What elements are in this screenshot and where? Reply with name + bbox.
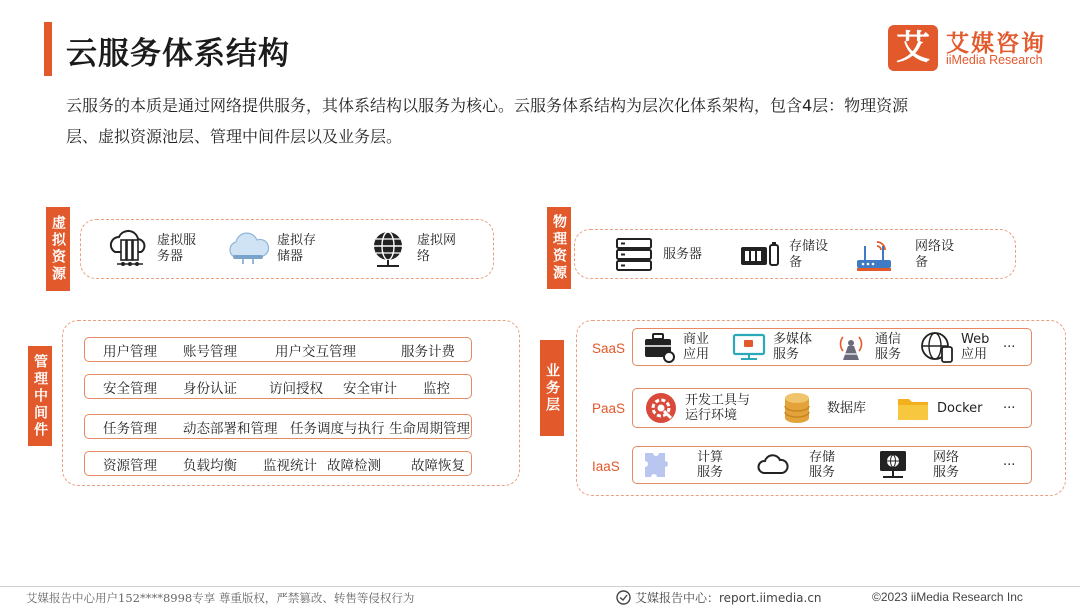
compute-label: 计算服务 (697, 450, 724, 480)
management-cell: 生命周期管理 (389, 420, 470, 437)
management-cell: 负载均衡 (183, 457, 237, 474)
business-app-item (641, 329, 713, 365)
physical-server-item (611, 232, 711, 278)
compute-item (637, 447, 727, 483)
virtual-storage-label: 虚拟存储器 (277, 233, 317, 264)
title-accent-bar (44, 22, 52, 76)
router-icon (851, 232, 897, 278)
multimedia-label: 多媒体服务 (773, 332, 813, 362)
briefcase-icon (641, 329, 677, 365)
footer-copyright-notice: 艾媒报告中心用户152****8998专享 尊重版权，严禁篡改、转售等侵权行为 (26, 591, 415, 605)
physical-server-label: 服务器 (663, 247, 703, 262)
management-cell: 安全审计 (343, 380, 397, 397)
database-icon (779, 390, 815, 426)
logo-chinese-name: 艾媒咨询 (946, 31, 1046, 57)
storage-service-label: 存储服务 (809, 450, 836, 480)
gear-icon (643, 390, 679, 426)
management-cell: 动态部署和管理 (183, 420, 278, 437)
iaas-row (632, 446, 1032, 484)
saas-tag: SaaS (592, 341, 626, 356)
footer-copyright: ©2023 iiMedia Research Inc (872, 590, 1023, 604)
paas-more: ··· (1003, 400, 1016, 416)
storage-service-item (755, 447, 839, 483)
iaas-tag: IaaS (592, 459, 620, 474)
report-center-icon (616, 590, 631, 605)
management-row-resource (84, 451, 472, 476)
communication-label: 通信服务 (875, 332, 902, 362)
management-cell: 用户管理 (103, 343, 157, 360)
virtual-resources-tab: 虚拟资源 (46, 207, 70, 291)
signal-tower-icon (833, 329, 869, 365)
virtual-network-label: 虚拟网络 (417, 233, 457, 264)
virtual-resources-box (80, 219, 494, 279)
physical-resources-box (574, 229, 1016, 279)
cloud-icon (755, 447, 791, 483)
management-cell: 安全管理 (103, 380, 157, 397)
management-cell: 访问授权 (269, 380, 323, 397)
saas-row (632, 328, 1032, 366)
paas-tag: PaaS (592, 401, 626, 416)
network-device-label: 网络设备 (915, 239, 955, 270)
database-label: 数据库 (827, 400, 867, 416)
business-tab: 业务层 (540, 340, 564, 436)
business-app-label: 商业应用 (683, 332, 710, 362)
management-cell: 监视统计 (263, 457, 317, 474)
communication-item (833, 329, 905, 365)
network-device-item (851, 232, 963, 278)
intro-line-1: 云服务的本质是通过网络提供服务，其体系结构以服务为核心。云服务体系结构为层次化体系架构，包含4层：物理资源 (66, 96, 909, 115)
storage-device-icon (737, 232, 783, 278)
dev-tools-item (643, 389, 751, 427)
monitor-icon (731, 329, 767, 365)
server-icon (611, 232, 657, 278)
web-app-item (919, 329, 991, 365)
footer-report-link[interactable] (616, 589, 822, 606)
docker-label: Docker (937, 400, 983, 416)
folder-icon (895, 390, 931, 426)
storage-device-item (737, 232, 837, 278)
storage-device-label: 存储设备 (789, 239, 829, 270)
virtual-network-item (365, 226, 465, 272)
intro-line-2: 层、虚拟资源池层、管理中间件层以及业务层。 (66, 127, 403, 146)
database-item (779, 389, 866, 427)
management-row-task (84, 414, 472, 439)
logo-english-name: iiMedia Research (946, 53, 1043, 67)
iimedia-logo (888, 25, 1068, 73)
network-computer-icon (875, 447, 911, 483)
management-cell: 账号管理 (183, 343, 237, 360)
virtual-storage-item (225, 226, 325, 272)
dev-tools-label: 开发工具与运行环境 (685, 393, 751, 423)
virtual-server-label: 虚拟服务器 (157, 233, 197, 264)
network-service-item (875, 447, 963, 483)
management-cell: 任务调度与执行 (290, 420, 385, 437)
cloud-storage-icon (225, 226, 271, 272)
iaas-more: ··· (1003, 457, 1016, 473)
management-cell: 故障检测 (327, 457, 381, 474)
management-cell: 任务管理 (103, 420, 157, 437)
server-rack-icon (105, 226, 151, 272)
management-cell: 资源管理 (103, 457, 157, 474)
management-cell: 服务计费 (401, 343, 455, 360)
management-cell: 故障恢复 (411, 457, 465, 474)
footer-report-text: 艾媒报告中心：report.iimedia.cn (635, 591, 822, 605)
web-app-label: Web应用 (961, 332, 990, 362)
footer-divider (0, 586, 1080, 587)
web-globe-icon (919, 329, 955, 365)
physical-resources-tab: 物理资源 (547, 207, 571, 289)
management-tab: 管理中间件 (28, 346, 52, 446)
logo-mark: 艾 (888, 25, 938, 71)
management-cell: 身份认证 (183, 380, 237, 397)
management-cell: 监控 (423, 380, 450, 397)
management-row-security (84, 374, 472, 399)
network-globe-icon (365, 226, 411, 272)
page-title: 云服务体系结构 (66, 36, 290, 72)
saas-more: ··· (1003, 339, 1016, 355)
management-cell: 用户交互管理 (275, 343, 356, 360)
docker-item (895, 389, 983, 427)
puzzle-icon (637, 447, 673, 483)
intro-paragraph (66, 90, 1016, 152)
management-row-user (84, 337, 472, 362)
network-service-label: 网络服务 (933, 450, 960, 480)
virtual-server-item (105, 226, 205, 272)
multimedia-item (731, 329, 815, 365)
paas-row (632, 388, 1032, 428)
